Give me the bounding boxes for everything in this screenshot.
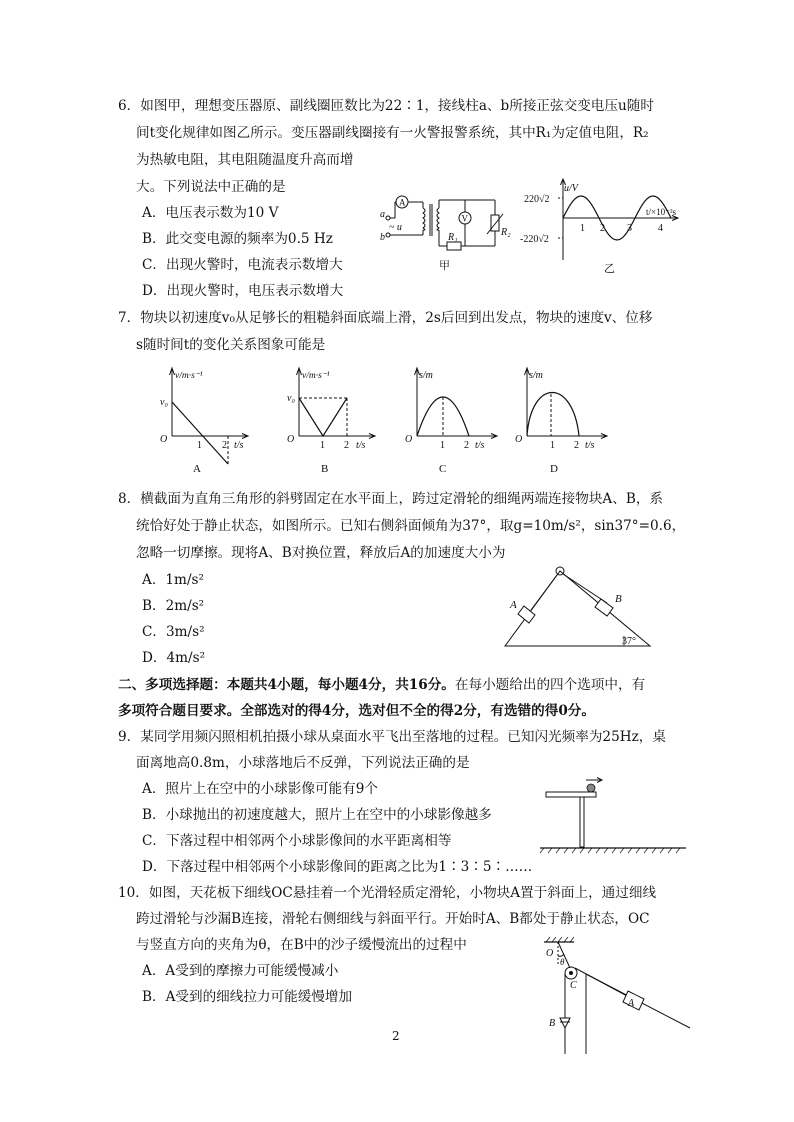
q6-line-4: 大。下列说法中正确的是: [136, 179, 286, 195]
q9-option-b: B．小球抛出的初速度越大，照片上在空中的小球影像越多: [142, 807, 492, 823]
q7d-origin: O: [515, 434, 523, 445]
q10-option-a: A．A受到的摩擦力可能缓慢减小: [142, 963, 339, 979]
q9-table-figure: [540, 774, 690, 854]
q10-label-o: O: [546, 948, 554, 959]
q7-graph-d: [507, 364, 617, 476]
q7c-t1: 1: [440, 440, 445, 451]
q6-graph-tick-1: 1: [580, 223, 585, 234]
q7c-t2: 2: [464, 440, 469, 451]
q6-graph-tick-4: 4: [658, 223, 663, 234]
q8-line-3: 忽略一切摩擦。现将A、B对换位置，释放后A的加速度大小为: [136, 545, 506, 561]
q10-line-1: 10．如图，天花板下细线OC悬挂着一个光滑轻质定滑轮，小物块A置于斜面上，通过细线: [118, 885, 657, 901]
q7d-caption: D: [550, 463, 558, 475]
q7c-ylabel: s/m: [419, 370, 433, 381]
q7-graph-a: [150, 364, 260, 476]
q8-option-a: A．1m/s²: [142, 572, 204, 588]
q7b-xlabel: t/s: [356, 440, 366, 451]
q7-line-1: 7．物块以初速度v₀从足够长的粗糙斜面底端上滑，2s后回到出发点，物块的速度v、位移: [118, 310, 653, 326]
q6-caption-jia: 甲: [439, 260, 450, 272]
q10-label-b: B: [549, 1018, 556, 1029]
q6-graph-ylabel: u/V: [564, 183, 578, 194]
q8-wedge-figure: [500, 560, 660, 652]
q7d-xlabel: t/s: [585, 440, 595, 451]
q10-label-c: C: [570, 980, 577, 991]
q6-option-d: D．出现火警时，电压表示数增大: [142, 283, 344, 299]
section-2-desc: 在每小题给出的四个选项中，有: [454, 677, 646, 693]
q7c-origin: O: [405, 434, 413, 445]
q7b-origin: O: [287, 434, 295, 445]
q6-label-b: b: [380, 232, 385, 243]
q6-graph-tick-2: 2: [600, 223, 605, 234]
q7c-xlabel: t/s: [475, 440, 485, 451]
q6-option-a: A．电压表示数为10 V: [142, 205, 279, 221]
q6-line-2: 间t变化规律如图乙所示。变压器副线圈接有一火警报警系统，其中R₁为定值电阻，R₂: [136, 125, 649, 141]
q6-circuit-figure: [375, 188, 520, 273]
q6-line-1: 6．如图甲，理想变压器原、副线圈匝数比为22∶1，接线柱a、b所接正弦交变电压u随时: [118, 98, 654, 114]
q6-ammeter-label: A: [399, 197, 406, 208]
q7c-caption: C: [439, 463, 447, 475]
q8-option-d: D．4m/s²: [142, 650, 206, 666]
q7d-ylabel: s/m: [529, 370, 543, 381]
q7b-v0: v₀: [287, 393, 295, 404]
q6-r2-label: R₂: [501, 227, 511, 238]
q7b-t2: 2: [344, 440, 349, 451]
q7-line-2: s随时间t的变化关系图象可能是: [136, 337, 326, 353]
q8-angle-label: 37°: [622, 636, 636, 647]
q7a-caption: A: [193, 463, 201, 475]
q8-block-a-label: A: [510, 599, 517, 611]
q7-graph-c: [397, 364, 507, 476]
q6-graph-tick-3: 3: [627, 223, 632, 234]
q6-line-3: 为热敏电阻，其电阻随温度升高而增: [136, 152, 354, 168]
q7-graph-b: [277, 364, 387, 476]
q7a-ylabel: v/m·s⁻¹: [175, 371, 203, 381]
q7a-t1: 1: [197, 440, 202, 451]
q7d-t2: 2: [574, 440, 579, 451]
q6-option-b: B．此交变电源的频率为0.5 Hz: [142, 231, 333, 247]
q8-option-b: B．2m/s²: [142, 598, 205, 614]
q9-line-1: 9．某同学用频闪照相机拍摄小球从桌面水平飞出至落地的过程。已知闪光频率为25Hz，桌: [118, 729, 666, 745]
q7a-origin: O: [160, 434, 168, 445]
q9-ball: [587, 784, 595, 792]
q6-graph-ymin: -220√2: [520, 234, 549, 245]
page-number: 2: [392, 1029, 400, 1043]
q10-pulley-figure: [540, 936, 700, 1056]
q6-graph-ymax: 220√2: [524, 194, 550, 205]
q6-voltmeter-label: V: [461, 213, 468, 224]
q7b-ylabel: v/m·s⁻¹: [302, 371, 330, 381]
q7a-v0: v₀: [160, 397, 168, 408]
section-2-line-2: 多项符合题目要求。全部选对的得4分，选对但不全的得2分，有选错的得0分。: [118, 703, 595, 719]
q6-label-u: ~ u: [389, 222, 402, 233]
q6-graph-xlabel: t/×10⁻²s: [646, 207, 677, 217]
q6-caption-yi: 乙: [604, 263, 615, 275]
q9-option-d: D．下落过程中相邻两个小球影像间的距离之比为1∶3∶5∶……: [142, 859, 533, 875]
q10-label-theta: θ: [560, 957, 565, 967]
q10-line-2: 跨过滑轮与沙漏B连接，滑轮右侧细线与斜面平行。开始时A、B都处于静止状态，OC: [136, 911, 650, 927]
q8-option-c: C．3m/s²: [142, 624, 205, 640]
q7a-xlabel: t/s: [234, 440, 244, 451]
q6-label-a: a: [380, 209, 385, 220]
q8-line-2: 统恰好处于静止状态，如图所示。已知右侧斜面倾角为37°，取g=10m/s²，sin37°=0.6，: [136, 518, 686, 534]
q6-voltage-graph: [518, 176, 688, 276]
section-2-title: 二、多项选择题：本题共4小题，每小题4分，共16分。: [118, 677, 455, 693]
q8-block-b-label: B: [615, 593, 622, 605]
q6-r1-label: R₁: [448, 232, 458, 243]
q7b-t1: 1: [320, 440, 325, 451]
q7b-caption: B: [321, 463, 329, 475]
q10-label-a: A: [628, 998, 635, 1009]
q10-option-b: B．A受到的细线拉力可能缓慢增加: [142, 989, 353, 1005]
q8-line-1: 8．横截面为直角三角形的斜劈固定在水平面上，跨过定滑轮的细绳两端连接物块A、B，系: [118, 491, 664, 507]
q10-line-3: 与竖直方向的夹角为θ，在B中的沙子缓慢流出的过程中: [136, 937, 467, 953]
q9-option-a: A．照片上在空中的小球影像可能有9个: [142, 781, 378, 797]
q7a-t2: 2: [222, 440, 227, 451]
q6-option-c: C．出现火警时，电流表示数增大: [142, 257, 343, 273]
q9-line-2: 面离地高0.8m，小球落地后不反弹，下列说法正确的是: [136, 755, 470, 771]
section-2-line-1: [118, 676, 645, 694]
q7d-t1: 1: [550, 440, 555, 451]
q9-option-c: C．下落过程中相邻两个小球影像间的水平距离相等: [142, 833, 452, 849]
